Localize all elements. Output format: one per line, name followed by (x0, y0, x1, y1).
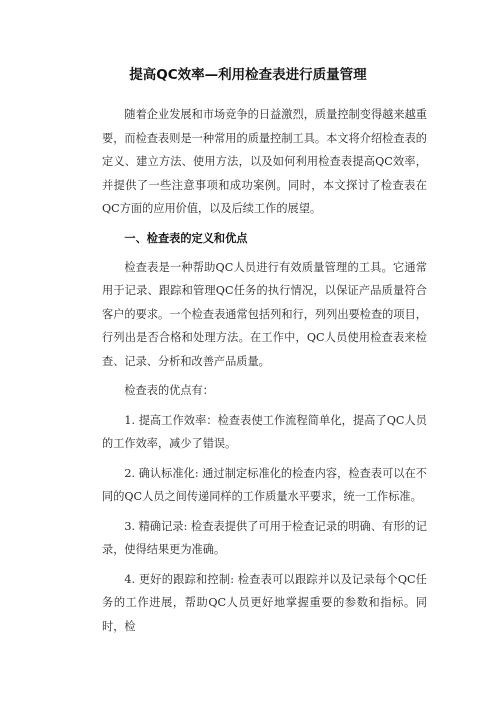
intro-paragraph: 随着企业发展和市场竞争的日益激烈，质量控制变得越来越重要，而检查表则是一种常用的质量控制工具。本文将介绍检查表的定义、建立方法、使用方法，以及如何利用检查表提高QC效率，并提供了一些注意事项和成功案例。同时，本文探讨了检查表在QC方面的应用价值，以及后续工作的展望。 (102, 108, 427, 215)
advantages-intro: 检查表的优点有： (124, 384, 214, 397)
section-heading-definition: 一、检查表的定义和优点 (124, 231, 248, 245)
definition-paragraph: 检查表是一种帮助QC人员进行有效质量管理的工具。它通常用于记录、跟踪和管理QC任务的执行情况，以保证产品质量符合客户的要求。一个检查表通常包括列和行，列列出要检查的项目，行列出是否合格和处理方法。在工作中，QC人员使用检查表来检查、记录、分析和改善产品质量。 (102, 260, 427, 368)
advantage-item-4: 4. 更好的跟踪和控制: 检查表可以跟踪并以及记录每个QC任务的工作进展，帮助QC人员更好地掌握重要的参数和指标。同时，检 (102, 572, 427, 633)
advantage-item-1: 1. 提高工作效率：检查表使工作流程简单化，提高了QC人员的工作效率，减少了错误。 (102, 413, 427, 450)
advantage-item-2: 2. 确认标准化: 通过制定标准化的检查内容，检查表可以在不同的QC人员之间传递同样的工作质量水平要求，统一工作标准。 (102, 466, 427, 503)
document-title: 提高QC效率—利用检查表进行质量管理 (129, 67, 367, 83)
document-body (102, 103, 427, 644)
advantage-item-3: 3. 精确记录: 检查表提供了可用于检查记录的明确、有形的记录，使得结果更为准确。 (102, 519, 427, 556)
